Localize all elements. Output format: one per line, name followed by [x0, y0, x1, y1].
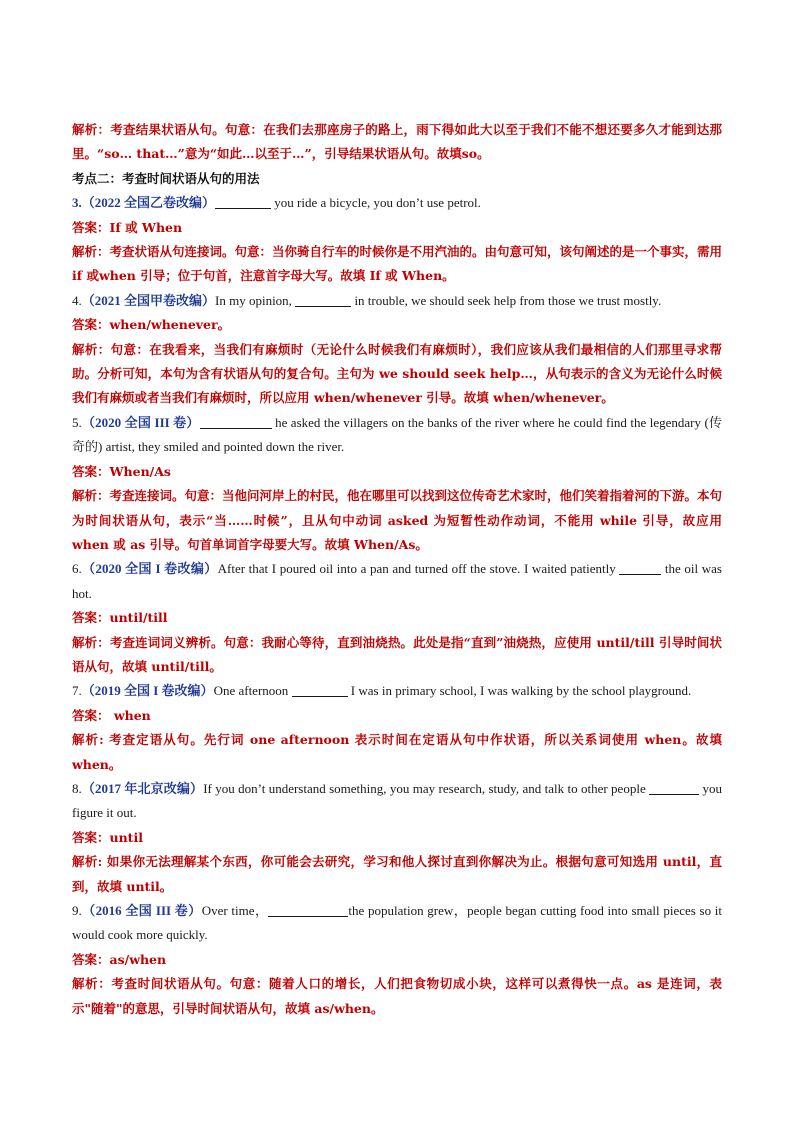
answer-9: 答案：as/when — [72, 951, 167, 967]
question-6 — [72, 557, 722, 606]
question-3 — [72, 191, 722, 215]
question-text-before: One afternoon — [213, 683, 292, 699]
document-page — [72, 118, 722, 1021]
question-source: （2019 全国 I 卷改编） — [81, 683, 214, 699]
question-source: （2017 年北京改编） — [81, 780, 204, 796]
question-text-after: in trouble, we should seek help from those we trust mostly. — [351, 292, 662, 308]
question-source: （2020 全国 III 卷） — [81, 414, 200, 430]
question-source: （2020 全国 I 卷改编） — [81, 561, 218, 577]
analysis-8: 解析: 如果你无法理解某个东西，你可能会去研究，学习和他人探讨直到你解决为止。根据句意可知选用 until，直到，故填 until。 — [72, 854, 722, 894]
question-source: （2016 全国 III 卷） — [81, 903, 202, 918]
question-text-after: the population grew，people began cutting food into small pieces so it would cook more quickly. — [72, 903, 722, 943]
question-text: he asked the villagers on the banks of the river where he could find the legendary (传奇的) artist, they smiled and pointed down the river. — [72, 414, 722, 455]
question-number: 6. — [72, 561, 82, 577]
answer-blank[interactable] — [649, 779, 699, 795]
answer-5: 答案：When/As — [72, 463, 171, 479]
question-source: （2021 全国甲卷改编） — [81, 292, 216, 308]
analysis-5: 解析：考查连接词。句意：当他问河岸上的村民，他在哪里可以找到这位传奇艺术家时，他们笑着指着河的下游。本句为时间状语从句，表示“当……时候”，且从句中动词 asked 为短暂性动作动词，不能用 while 引导，故应用 when 或 as 引导。句首单词首字母要大写。故填 When/As。 — [72, 488, 723, 552]
question-text-after: the oil was hot. — [72, 561, 722, 601]
answer-8: 答案：until — [72, 829, 143, 845]
answer-6: 答案：until/till — [72, 610, 168, 626]
question-5 — [72, 411, 722, 460]
question-number: 9. — [72, 903, 82, 918]
answer-3: 答案：If 或 When — [72, 219, 183, 235]
question-text-after: you figure it out. — [72, 780, 722, 821]
answer-blank[interactable] — [619, 559, 661, 575]
question-text-before: Over time， — [201, 903, 269, 918]
question-number: 4. — [72, 292, 82, 308]
question-9 — [72, 899, 722, 948]
analysis-9: 解析：考查时间状语从句。句意：随着人口的增长，人们把食物切成小块，这样可以煮得快一点。as 是连词，表示"随着"的意思，引导时间状语从句，故填 as/when。 — [72, 976, 722, 1016]
question-number: 3. — [72, 195, 82, 211]
question-text: you ride a bicycle, you don’t use petrol. — [271, 195, 481, 211]
analysis-4: 解析：句意：在我看来，当我们有麻烦时（无论什么时候我们有麻烦时），我们应该从我们最相信的人们那里寻求帮助。分析可知，本句为含有状语从句的复合句。主句为 we should seek help…，从句表示的含义为无论什么时候我们有麻烦或者当我们有麻烦时，所以应用 when/whenever 引导。故填 when/whenever。 — [72, 341, 722, 406]
answer-blank[interactable] — [268, 901, 348, 917]
answer-blank[interactable] — [200, 413, 272, 429]
analysis-6: 解析：考查连词词义辨析。句意：我耐心等待，直到油烧热。此处是指“直到”油烧热，应使用 until/till 引导时间状语从句，故填 until/till。 — [72, 634, 722, 674]
question-number: 5. — [72, 414, 82, 430]
question-text-before: In my opinion, — [215, 292, 296, 308]
question-number: 8. — [72, 780, 82, 796]
question-text-after: I was in primary school, I was walking by the school playground. — [347, 683, 692, 699]
answer-blank[interactable] — [292, 681, 348, 697]
answer-7: 答案： when — [72, 707, 151, 723]
section-heading: 考点二：考查时间状语从句的用法 — [72, 170, 260, 186]
question-text: If you don’t understand something, you may research, study, and talk to other people — [203, 780, 650, 796]
answer-blank[interactable] — [215, 193, 271, 209]
question-text-before: After that I poured oil into a pan and turned off the stove. I waited patiently — [217, 561, 620, 577]
question-8 — [72, 777, 722, 826]
q2-analysis: 解析：考查结果状语从句。句意：在我们去那座房子的路上，雨下得如此大以至于我们不能不想还要多久才能到达那里。“so… that…”意为“如此…以至于…”，引导结果状语从句。故填so。 — [72, 122, 722, 162]
question-number: 7. — [72, 683, 82, 699]
question-4 — [72, 289, 722, 313]
analysis-7: 解析: 考查定语从句。先行词 one afternoon 表示时间在定语从句中作状语，所以关系词使用 when。故填when。 — [72, 732, 722, 772]
question-source: （2022 全国乙卷改编） — [81, 195, 216, 211]
question-7 — [72, 679, 722, 703]
answer-blank[interactable] — [295, 291, 351, 307]
answer-4: 答案：when/whenever。 — [72, 317, 231, 333]
analysis-3: 解析：考查状语从句连接词。句意：当你骑自行车的时候你是不用汽油的。由句意可知，该句阐述的是一个事实，需用 if 或when 引导；位于句首，注意首字母大写。故填 If 或 When。 — [72, 244, 723, 284]
